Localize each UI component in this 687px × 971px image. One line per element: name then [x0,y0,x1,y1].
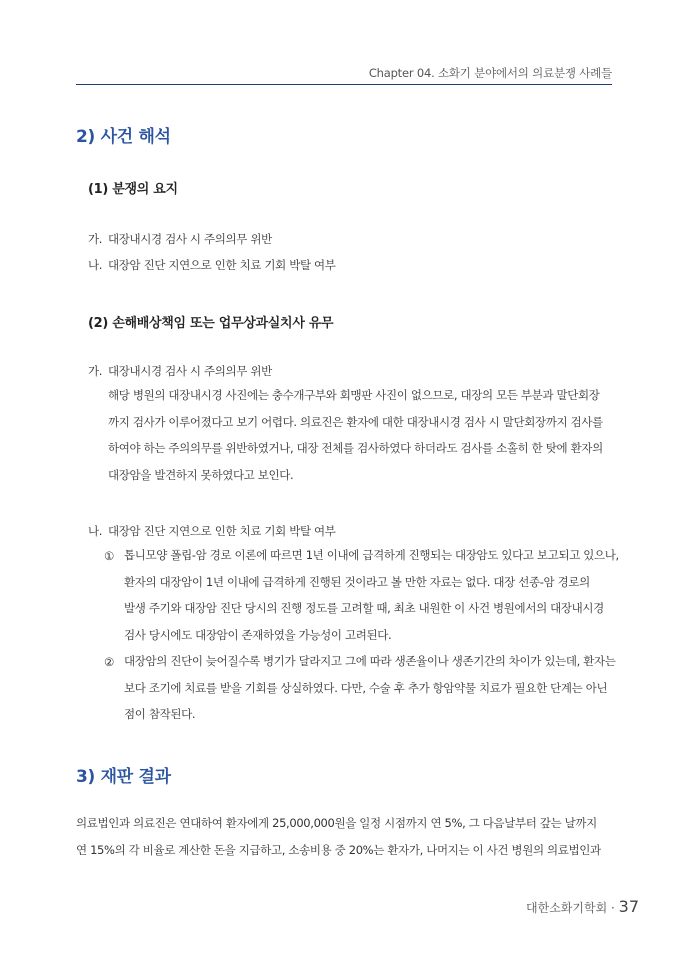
list-marker: 나. [88,524,103,538]
list-item-text: 대장내시경 검사 시 주의의무 위반 [108,232,272,246]
list-marker: 나. [88,258,103,272]
paragraph-line: 대장암의 진단이 늦어질수록 병기가 달라지고 그에 따라 생존율이나 생존기간의 차이가 있는데, 환자는 [124,654,616,668]
point-marker-1: ① [104,549,114,563]
page-number: 37 [618,897,639,916]
paragraph-point-2 [124,648,616,728]
list-item [88,231,272,247]
section-title-verdict: 3) 재판 결과 [76,767,171,787]
paragraph-line: 까지 검사가 이루어졌다고 보기 어렵다. 의료진은 환자에 대한 대장내시경 검사 시 말단회장까지 검사를 [108,414,603,429]
section-title-case-analysis: 2) 사건 해석 [76,127,171,147]
subsection-title-dispute-summary: (1) 분쟁의 요지 [88,182,178,197]
subsection-title-liability: (2) 손해배상책임 또는 업무상과실치사 유무 [88,316,334,331]
paragraph-line: 의료법인과 의료진은 연대하여 환자에게 25,000,000원을 일정 시점까지 연 5%, 그 다음날부터 갚는 날까지 [76,816,597,830]
page-footer [526,897,639,916]
paragraph-line: 대장암을 발견하지 못하였다고 보인다. [108,467,294,482]
paragraph-point-1 [124,542,619,648]
paragraph-line: 해당 병원의 대장내시경 사진에는 충수개구부와 회맹판 사진이 없으므로, 대장의 모든 부분과 말단회장 [108,388,600,402]
list-item [88,257,336,273]
list-item-text: 대장암 진단 지연으로 인한 치료 기회 박탈 여부 [108,524,336,538]
paragraph-line: 환자의 대장암이 1년 이내에 급격하게 진행된 것이라고 볼 만한 자료는 없다. 대장 선종-암 경로의 [124,574,590,589]
list-item-text: 대장암 진단 지연으로 인한 치료 기회 박탈 여부 [108,258,336,272]
list-marker: 가. [88,232,103,246]
paragraph-line: 하여야 하는 주의의무를 위반하였거나, 대장 전체를 검사하였다 하더라도 검사를 소홀히 한 탓에 환자의 [108,441,603,455]
page-header [76,62,612,85]
paragraph-line: 톱니모양 폴립-암 경로 이론에 따르면 1년 이내에 급격하게 진행되는 대장암도 있다고 보고되고 있으나, [124,548,619,562]
list-marker: 가. [88,364,103,378]
paragraph-endoscopy-duty [108,382,603,488]
chapter-title: Chapter 04. 소화기 분야에서의 의료분쟁 사례들 [368,66,612,80]
point-marker-2: ② [104,655,114,669]
paragraph-line: 보다 조기에 치료를 받을 기회를 상실하였다. 다만, 수술 후 추가 항암약물 치료가 필요한 단계는 아닌 [124,680,608,695]
list-item [88,523,336,539]
list-item [88,363,272,379]
paragraph-line: 발생 주기와 대장암 진단 당시의 진행 정도를 고려할 때, 최초 내원한 이 사건 병원에서의 대장내시경 [124,601,604,615]
paragraph-verdict [76,810,601,863]
paragraph-line: 연 15%의 각 비율로 계산한 돈을 지급하고, 소송비용 중 20%는 환자가, 나머지는 이 사건 병원의 의료법인과 [76,842,601,857]
list-item-text: 대장내시경 검사 시 주의의무 위반 [108,364,272,378]
paragraph-line: 검사 당시에도 대장암이 존재하였을 가능성이 고려된다. [124,627,392,642]
footer-org: 대한소화기학회 · [526,901,615,915]
paragraph-line: 점이 참작된다. [124,707,196,721]
